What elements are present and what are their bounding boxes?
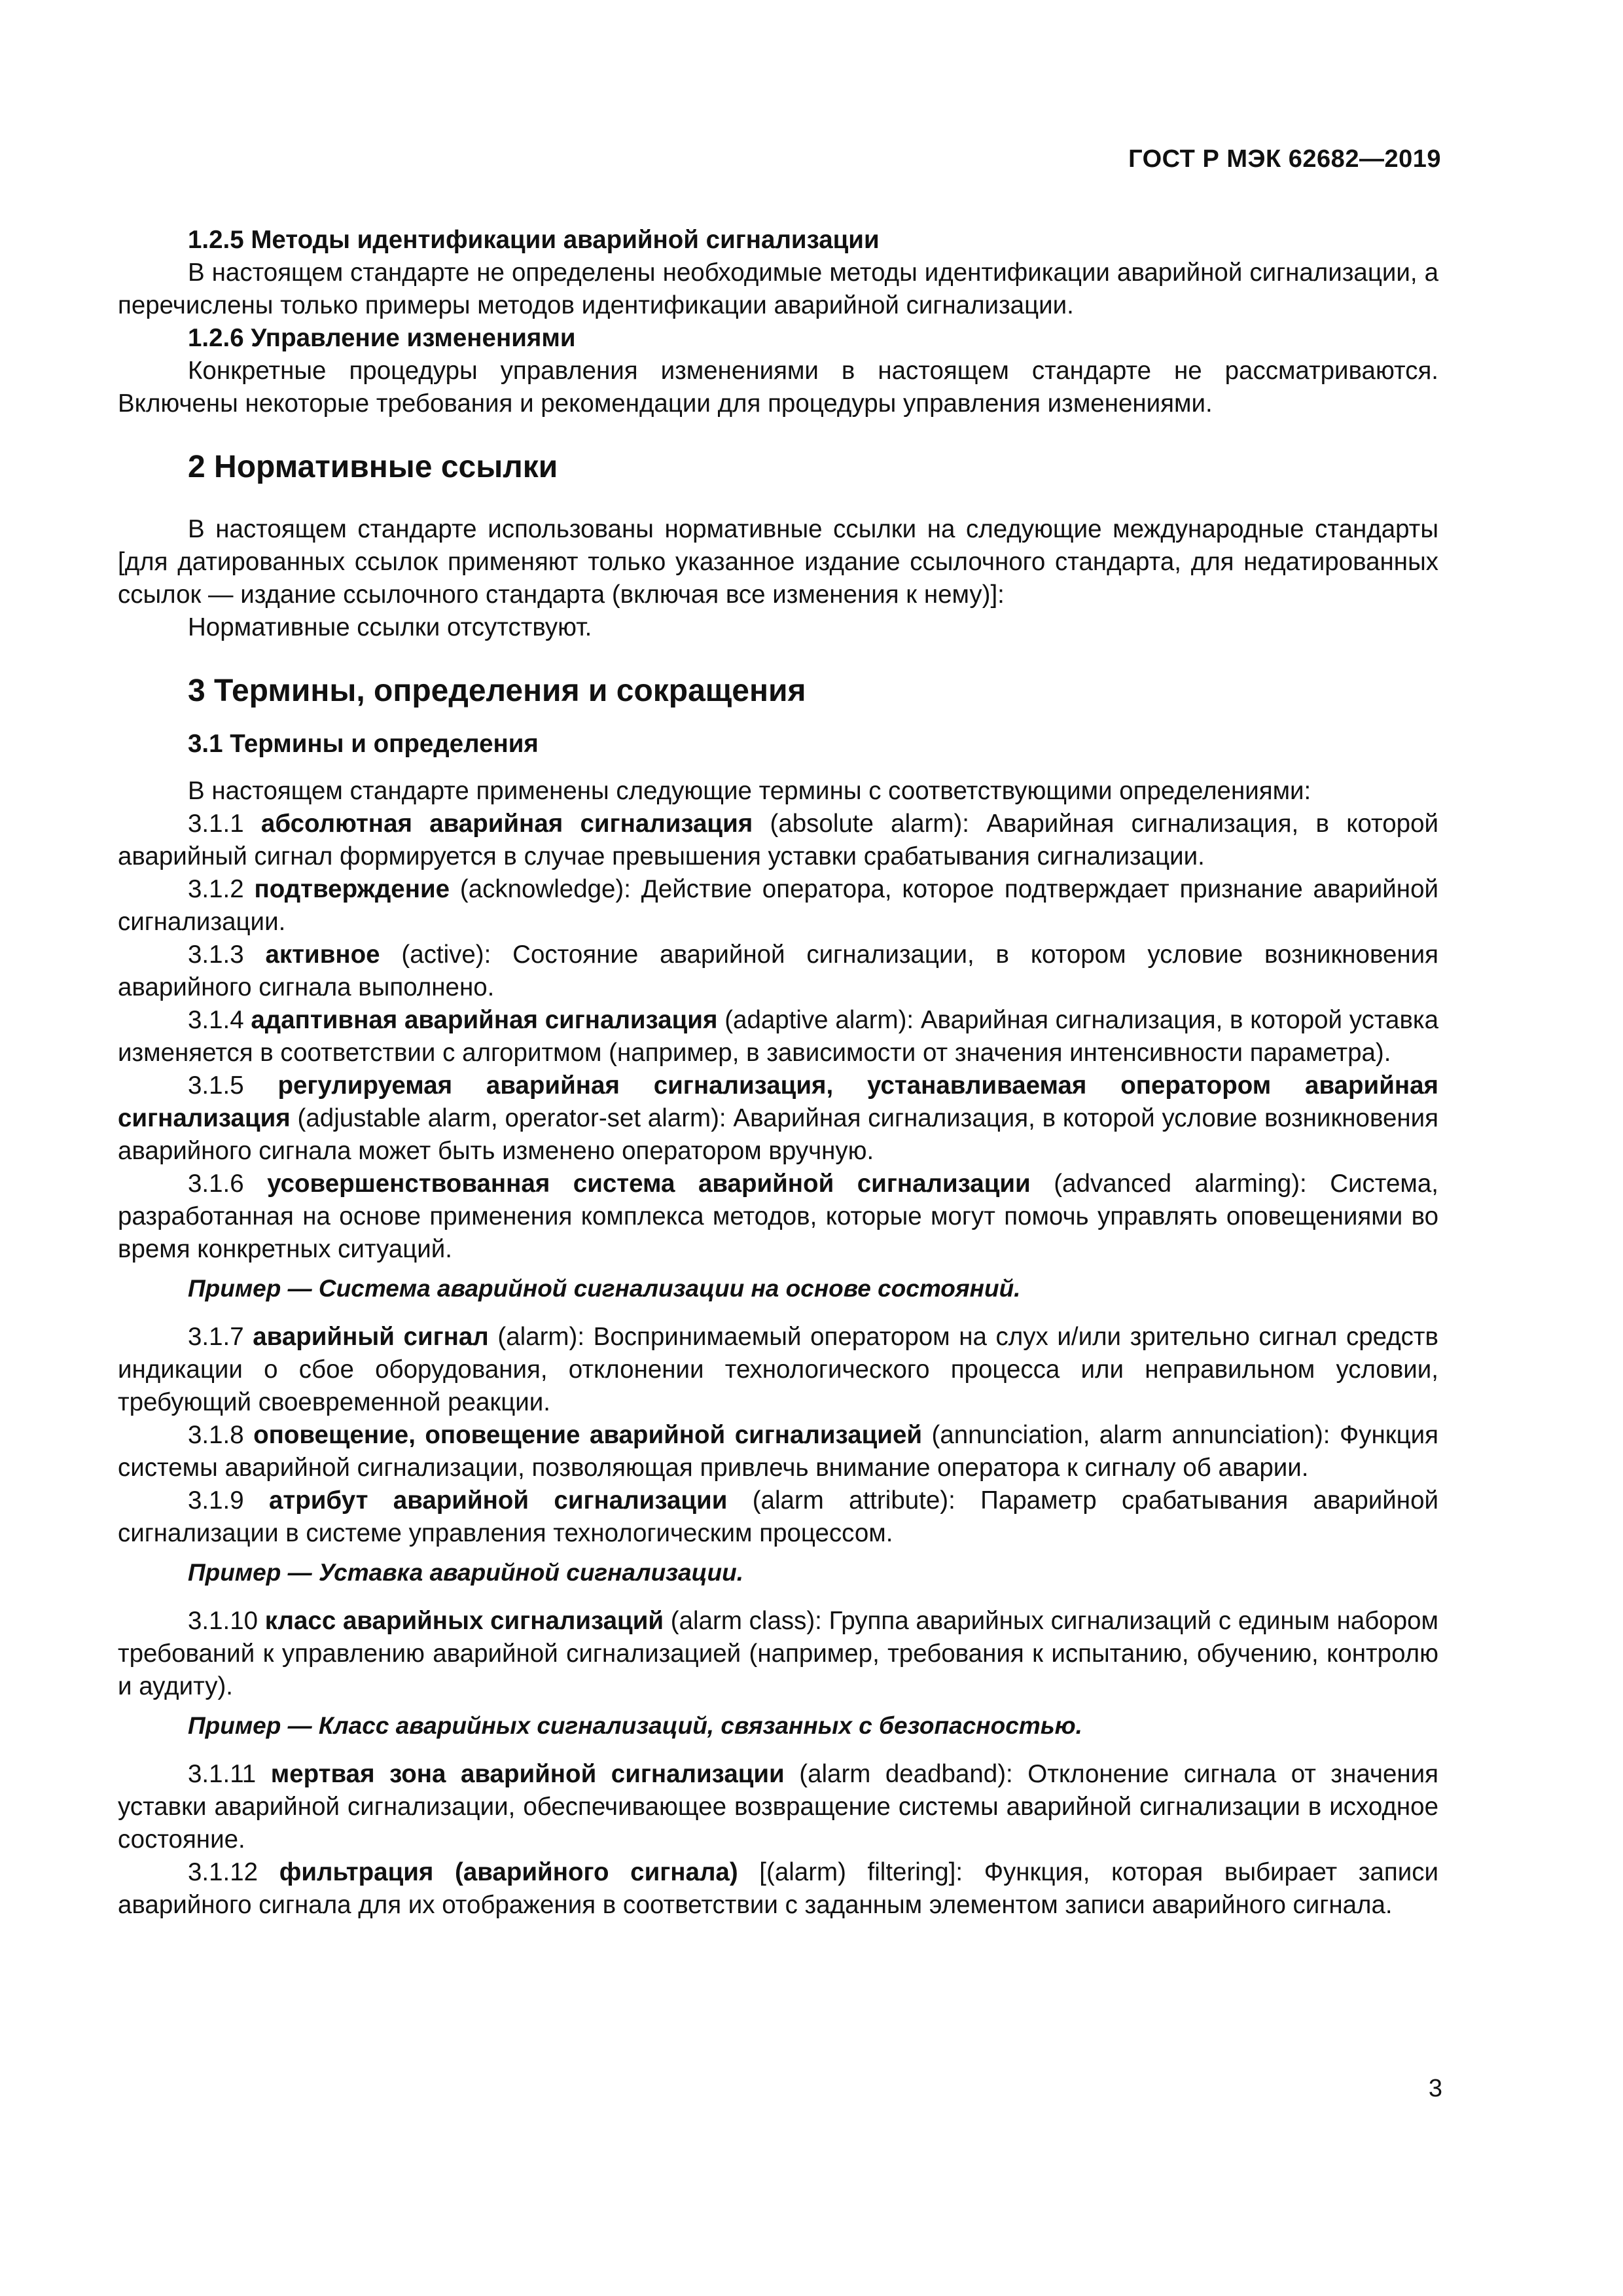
term-name: оповещение, оповещение аварийной сигнализацией bbox=[253, 1421, 923, 1449]
term-definition: (annunciation, alarm annunciation): Функция системы аварийной сигнализации, позволяющая привлечь внимание оператора к сигналу об аварии. bbox=[118, 1421, 1438, 1482]
term-definition: (adjustable alarm, operator-set alarm): Аварийная сигнализация, в которой условие возникновения аварийного сигнала может быть изменено оператором вручную. bbox=[118, 1104, 1438, 1165]
term-definition: (alarm): Воспринимаемый оператором на слух и/или зрительно сигнал средств индикации о сбое оборудования, отклонении технологического процесса или неправильном условии, требующий своевременной реакции. bbox=[118, 1323, 1439, 1416]
term-name: подтверждение bbox=[254, 875, 450, 903]
term-name: активное bbox=[265, 941, 380, 969]
term-3-1-1 bbox=[118, 808, 1438, 873]
term-number: 3.1.3 bbox=[188, 941, 266, 969]
term-definition: (active): Состояние аварийной сигнализации, в котором условие возникновения аварийного сигнала выполнено. bbox=[118, 941, 1438, 1001]
term-3-1-4 bbox=[118, 1004, 1438, 1069]
term-number: 3.1.10 bbox=[188, 1607, 265, 1635]
term-3-1-7 bbox=[118, 1321, 1438, 1419]
term-definition: (alarm class): Группа аварийных сигнализаций с единым набором требований к управлению аварийной сигнализацией (например, требования к испытанию, обучению, контролю и аудиту). bbox=[118, 1607, 1438, 1700]
term-number: 3.1.2 bbox=[188, 875, 255, 903]
document-header: ГОСТ Р МЭК 62682—2019 bbox=[1128, 145, 1441, 173]
example-note-1: Пример — Система аварийной сигнализации на основе состояний. bbox=[188, 1275, 1021, 1302]
term-number: 3.1.11 bbox=[188, 1760, 271, 1788]
section-3-1-heading: 3.1 Термины и определения bbox=[188, 730, 539, 758]
term-name: адаптивная аварийная сигнализация bbox=[251, 1006, 718, 1034]
term-3-1-8 bbox=[118, 1419, 1438, 1484]
term-name: усовершенствованная система аварийной сигнализации bbox=[267, 1170, 1031, 1198]
section-2-heading: 2 Нормативные ссылки bbox=[188, 450, 558, 484]
term-name: мертвая зона аварийной сигнализации bbox=[270, 1760, 785, 1788]
example-note-3: Пример — Класс аварийных сигнализаций, связанных с безопасностью. bbox=[188, 1712, 1082, 1739]
term-number: 3.1.12 bbox=[188, 1858, 279, 1886]
section-1-2-6-title: 1.2.6 Управление изменениями bbox=[188, 324, 576, 352]
term-number: 3.1.7 bbox=[188, 1323, 253, 1351]
term-3-1-2 bbox=[118, 873, 1438, 939]
term-name: регулируемая аварийная сигнализация, устанавливаемая оператором аварийная сигнализация bbox=[118, 1071, 1438, 1132]
term-name: абсолютная аварийная сигнализация bbox=[260, 810, 753, 838]
term-number: 3.1.1 bbox=[188, 810, 261, 838]
term-3-1-5 bbox=[118, 1069, 1438, 1168]
section-2-paragraph: В настоящем стандарте использованы нормативные ссылки на следующие международные стандарты [для датированных ссылок применяют только указанное издание ссылочного стандарта, для недатированных ссылок — издание ссылочного стандарта (включая все изменения к нему)]: bbox=[118, 515, 1438, 609]
term-number: 3.1.4 bbox=[188, 1006, 251, 1034]
term-3-1-11 bbox=[118, 1758, 1438, 1856]
term-name: аварийный сигнал bbox=[253, 1323, 489, 1351]
term-name: класс аварийных сигнализаций bbox=[264, 1607, 664, 1635]
section-1-2-6-text: Конкретные процедуры управления изменениями в настоящем стандарте не рассматриваются. Включены некоторые требования и рекомендации для процедуры управления изменениями. bbox=[118, 357, 1438, 418]
term-3-1-3 bbox=[118, 939, 1438, 1004]
section-3-1-intro: В настоящем стандарте применены следующие термины с соответствующими определениями: bbox=[188, 777, 1311, 805]
document-body bbox=[118, 224, 1438, 1922]
section-1-2-5-title: 1.2.5 Методы идентификации аварийной сигнализации bbox=[188, 226, 880, 254]
term-3-1-12 bbox=[118, 1856, 1438, 1922]
term-3-1-9 bbox=[118, 1484, 1438, 1550]
section-3-heading: 3 Термины, определения и сокращения bbox=[188, 673, 806, 708]
term-number: 3.1.9 bbox=[188, 1486, 269, 1515]
term-3-1-10 bbox=[118, 1605, 1438, 1703]
term-number: 3.1.5 bbox=[188, 1071, 278, 1100]
page-number: 3 bbox=[1428, 2075, 1442, 2102]
term-3-1-6 bbox=[118, 1168, 1438, 1266]
term-definition: (advanced alarming): Система, разработанная на основе применения комплекса методов, которые могут помочь управлять оповещениями во время конкретных ситуаций. bbox=[118, 1170, 1438, 1263]
section-2-no-references: Нормативные ссылки отсутствуют. bbox=[188, 613, 592, 641]
term-number: 3.1.8 bbox=[188, 1421, 254, 1449]
term-name: фильтрация (аварийного сигнала) bbox=[279, 1858, 738, 1886]
term-definition: (alarm attribute): Параметр срабатывания аварийной сигнализации в системе управления технологическим процессом. bbox=[118, 1486, 1438, 1547]
term-name: атрибут аварийной сигнализации bbox=[268, 1486, 728, 1515]
term-definition: (absolute alarm): Аварийная сигнализация, в которой аварийный сигнал формируется в случае превышения уставки срабатывания сигнализации. bbox=[118, 810, 1439, 870]
section-1-2-5-text: В настоящем стандарте не определены необходимые методы идентификации аварийной сигнализации, а перечислены только примеры методов идентификации аварийной сигнализации. bbox=[118, 259, 1438, 319]
example-note-2: Пример — Уставка аварийной сигнализации. bbox=[188, 1559, 744, 1586]
term-definition: [(alarm) filtering]: Функция, которая выбирает записи аварийного сигнала для их отображения в соответствии с заданным элементом записи аварийного сигнала. bbox=[118, 1858, 1438, 1919]
term-definition: (adaptive alarm): Аварийная сигнализация, в которой уставка изменяется в соответствии с алгоритмом (например, в зависимости от значения интенсивности параметра). bbox=[118, 1006, 1439, 1067]
term-definition: (alarm deadband): Отклонение сигнала от значения уставки аварийной сигнализации, обеспечивающее возвращение системы аварийной сигнализации в исходное состояние. bbox=[118, 1760, 1438, 1854]
term-number: 3.1.6 bbox=[188, 1170, 268, 1198]
term-definition: (acknowledge): Действие оператора, которое подтверждает признание аварийной сигнализации. bbox=[118, 875, 1438, 936]
